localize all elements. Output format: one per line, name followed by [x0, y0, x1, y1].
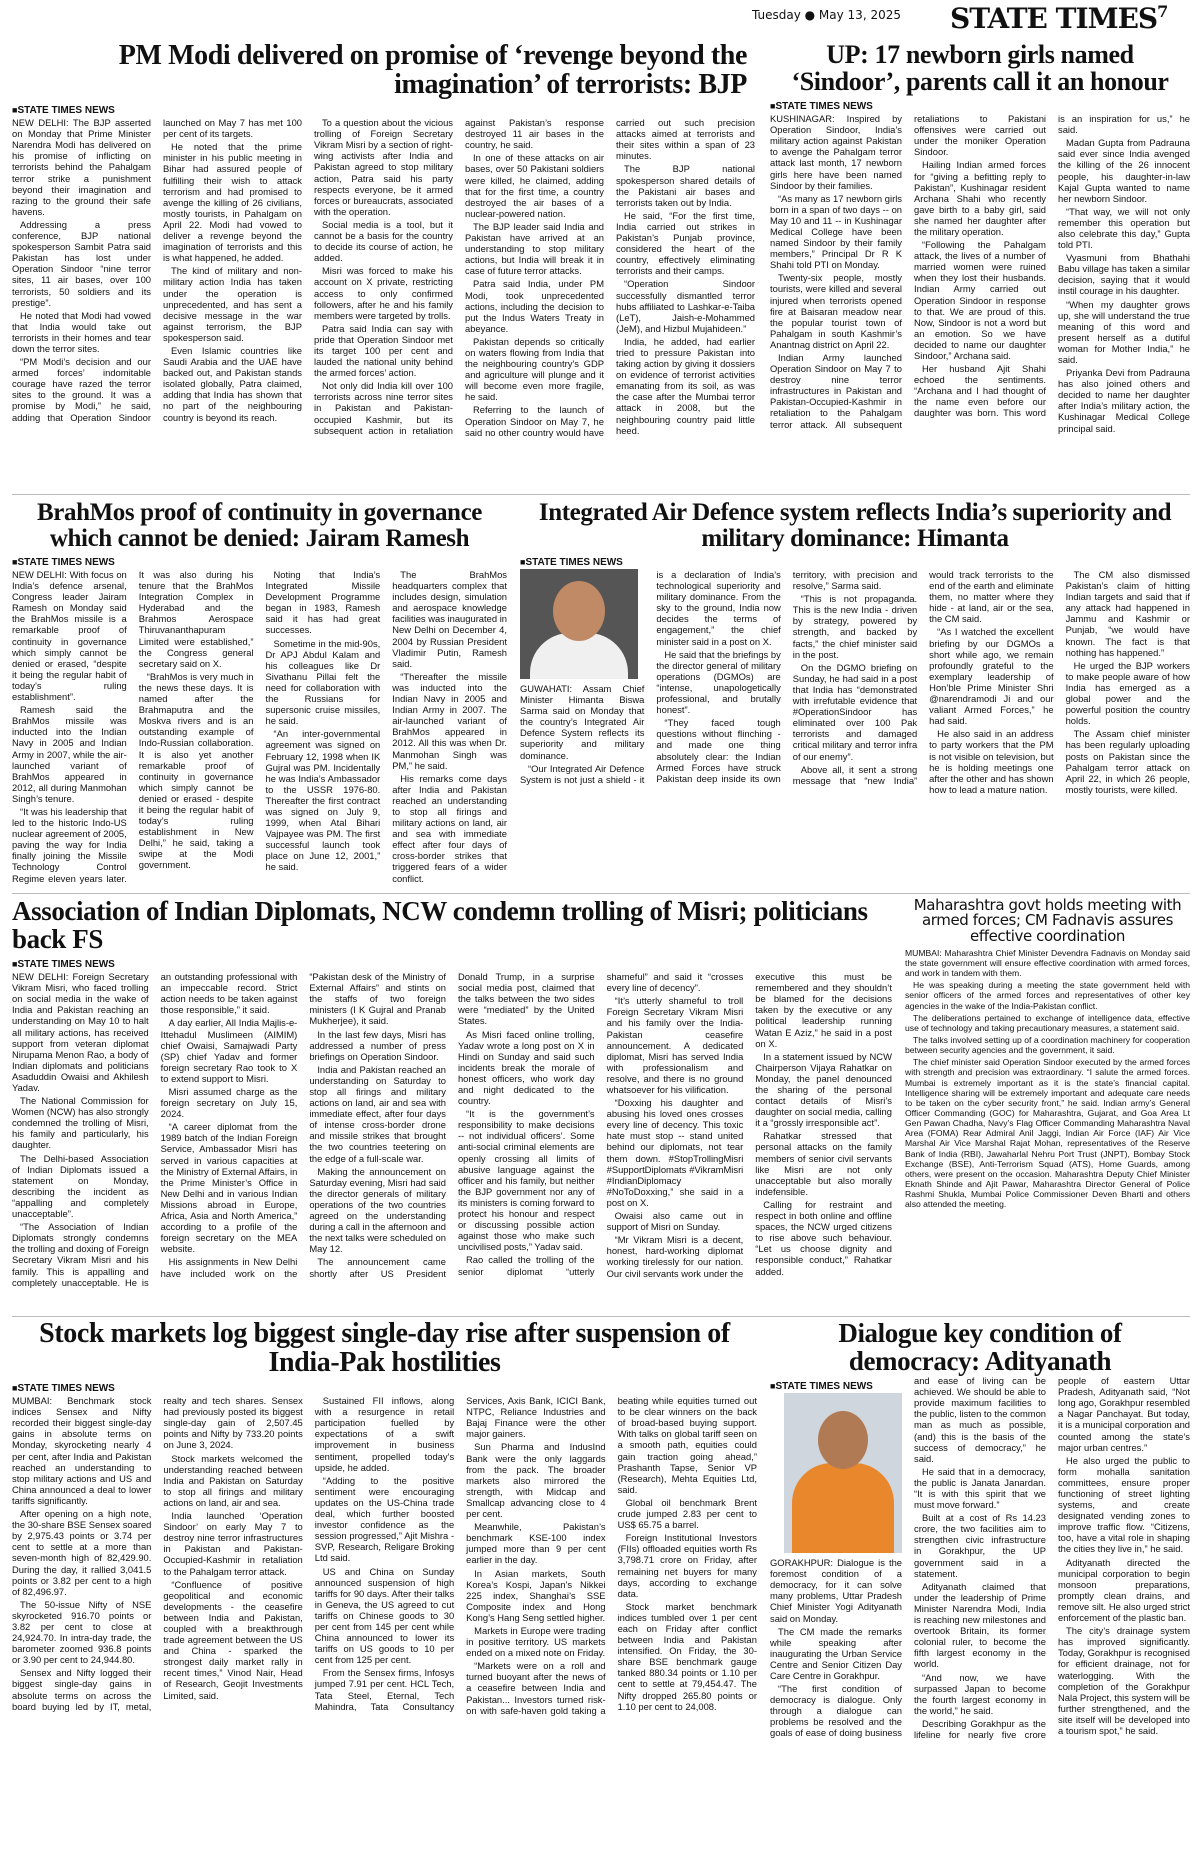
paragraph: NEW DELHI: With focus on India’s defence arsenal, Congress leader Jairam Ramesh on Monday said the BrahMos missile is a remarkable proof of continuity in governance which simply cannot be denied or erased, “despite it being the regular habit of today’s ruling establishment”.: [12, 569, 127, 703]
paragraph: “Our Integrated Air Defence System is not just a shield - it is a declaration of India’s technological superiority and military dominance. From the sky to the ground, India now decides the terms of engagement,” the chief minister said in a post on X.: [520, 569, 781, 785]
paragraph: After opening on a high note, the 30-share BSE Sensex soared by 2,975.43 points or 3.74 per cent to settle at a more than seven-month high of 82,429.90. During the day, it rallied 3,041.5 points or 3.82 per cent to a high of 82,496.97.: [12, 1508, 152, 1597]
paragraph: Stock markets welcomed the understanding reached between India and Pakistan on Saturday to stop all firings and military actions on land, air and sea.: [163, 1452, 303, 1508]
paragraph: “Operation Sindoor successfully dismantled terror hubs affiliated to Lashkar-e-Taiba (LeT), Jaish-e-Mohammed (JeM), and Hizbul Mujahideen.”: [616, 278, 755, 334]
paragraph: “An inter-governmental agreement was signed on February 12, 1998 when IK Gujral was PM. Incidentally he was India’s Ambassador to the USSR 1976-80. Thereafter the first contract was signed on July 9, 1999, when Atal Bihari Vajpayee was PM. The first successful launch took place on June 12, 2001,” he said.: [265, 728, 381, 873]
article-body: [12, 1395, 757, 1850]
article-body: [770, 1375, 1190, 1830]
byline: ■ STATE TIMES NEWS: [770, 101, 1190, 112]
paragraph: Misri assumed charge as the foreign secretary on July 15, 2024.: [160, 1086, 298, 1120]
paragraph: Hailing Indian armed forces for “giving a befitting reply to Pakistan”, Kushinagar resident Archana Shahi who recently gave birth to a baby girl, said she named her daughter after the military operation.: [914, 159, 1046, 237]
article-body: [770, 113, 1190, 473]
paragraph: “Following the Pahalgam attack, the lives of a number of married women were ruined when they lost their husbands. Indian Army carried out Operation Sindoor in response to that. We are proud of this. Now, Sindoor is not a word but an emotion. So we have decided to name our daughter Sindoor,” Archana said.: [914, 239, 1046, 361]
photo-face: [553, 581, 605, 641]
paragraph: He also urged the public to form mohalla sanitation committees, ensure proper functioning of street lighting systems, and create designated vending zones to improve traffic flow. “Citizens, too, have a vital role in shaping the cities they live in,” he said.: [1058, 1454, 1190, 1555]
paragraph: Sometime in the mid-90s, Dr APJ Abdul Kalam and his colleagues like Dr Sivathanu Pillai felt the need for collaboration with the Russians for supersonic cruise missiles, he said.: [265, 637, 381, 727]
photo-figure: [792, 1463, 894, 1553]
paragraph: The BJP leader said India and Pakistan have arrived at an understanding to stop military actions, but India will break it in case of future terror attacks.: [465, 220, 604, 277]
paragraph: “A career diplomat from the 1989 batch of the Indian Foreign Service, Ambassador Misri has served in various capacities at the Ministry of External Affairs, in the Prime Minister’s Office in New Delhi and in various Indian Missions abroad in Europe, Africa, Asia and North America,” according to a profile of the foreign secretary on the MEA website.: [160, 1121, 298, 1255]
paragraph: Adityanath directed the municipal corporation to begin monsoon preparations, promptly clean drains, and remove silt. He also urged strict enforcement of the plastic ban.: [1058, 1556, 1190, 1624]
page-number: 7: [1157, 2, 1168, 21]
paragraph: Above all, it sent a strong message that “new India” would track terrorists to the end of the earth and eliminate them, no matter where they hide - at land, air or the sea, the CM said.: [792, 569, 1054, 786]
headline: Integrated Air Defence system reflects India’s superiority and military dominance: Himanta: [538, 500, 1172, 552]
section-divider: [12, 893, 1190, 894]
paragraph: He was speaking during a meeting the state government held with senior officers of the armed forces and representatives of other key agencies in the wake of the India-Pakistan conflict.: [905, 980, 1190, 1011]
paragraph: Sustained FII inflows, along with a resurgence in retail participation fuelled by expectations of a swift improvement in business sentiment, propelled today’s upside, he added.: [314, 1395, 455, 1473]
paragraph: “As I watched the excellent briefing by our DGMOs a short while ago, we remain profoundly grateful to the exemplary leadership of Hon’ble Prime Minister Shri @narendramodi Ji and our valiant Armed Forces,” he had said.: [929, 626, 1054, 727]
paragraph: Global oil benchmark Brent crude jumped 2.83 per cent to US$ 65.75 a barrel.: [617, 1496, 757, 1531]
paragraph: Owaisi also came out in support of Misri on Sunday.: [606, 1210, 744, 1233]
paragraph: Referring to the launch of Operation Sindoor on May 7, he said no other country would have carried out such precision attacks aimed at terrorists and their sites within a span of 23 minutes.: [465, 117, 755, 438]
story-sindoor: [770, 42, 1190, 487]
paragraph: To a question about the vicious trolling of Foreign Secretary Vikram Misri by a section of right-wing activists after India and Pakistan agreed to stop military action, Patra said his party respects everyone, be it armed forces or bureaucrats, associated with the operation.: [314, 117, 453, 217]
paragraph: He also said in an address to party workers that the PM is not visible on television, but he is holding meetings one after the other and has shown how to lead a mature nation.: [929, 728, 1054, 795]
paragraph: Social media is a tool, but it cannot be a basis for the country to decide its course of action, he added.: [314, 218, 453, 264]
paragraph: The Delhi-based Association of Indian Diplomats issued a statement on Monday, describing the incident as “appalling and completely unacceptable”.: [12, 1152, 149, 1220]
paragraph: “This is not propaganda. This is the new India - driven by strategy, powered by strength, and backed by facts,” the chief minister said in the post.: [792, 593, 918, 660]
paragraph: Patra said India can say with pride that Operation Sindoor met its target 100 per cent and lauded the national unity behind the armed forces’ action.: [314, 322, 453, 379]
paragraph: Describing Gorakhpur as the lifeline for nearly five crore people of eastern Uttar Pradesh, Adityanath said, “Not long ago, Gorakhpur resembled a Nagar Panchayat. But today, it is a municipal corporation and counted among the state’s major urban centres.”: [914, 1375, 1190, 1740]
paragraph: Rao called the trolling of the senior diplomat “utterly shameful” and said it “crosses every line of decency”.: [457, 971, 744, 1277]
paragraph: Calling for restraint and respect in both online and offline spaces, the NCW urged citizens to rise above such behaviour. “Let us choose dignity and responsible conduct,” Rahatkar added.: [755, 1198, 892, 1277]
paragraph: “Mr Vikram Misri is a decent, honest, hard-working diplomat working tirelessly for our nation. Our civil servants work under the executive this must be remembered and they shouldn’t be blamed for the decisions taken by the executive or any political leadership running Watan E Aziz,” he said in a post on X.: [606, 971, 892, 1279]
paragraph: Twenty-six people, mostly tourists, were killed and several injured when terrorists opened fire at Baisaran meadow near the popular tourist town of Pahalgam in south Kashmir’s Anantnag district on April 22.: [770, 272, 902, 350]
paragraph: The Assam chief minister has been regularly uploading posts on Pakistan since the Pahalgam terror attack on April 22, in which 26 people, mostly tourists, were killed.: [1065, 728, 1190, 795]
story-misri: [12, 898, 892, 1310]
masthead: [0, 0, 1200, 42]
paragraph: “It’s utterly shameful to troll Foreign Secretary Vikram Misri and his family over the India-Pakistan ceasefire announcement. A dedicated diplomat, Misri has served India with professionalism and resolve, and there is no ground whatsoever for his vilification.: [606, 995, 744, 1095]
paragraph: Stock market benchmark indices tumbled over 1 per cent each on Friday after conflict between India and Pakistan intensified. On Friday, the 30-share BSE benchmark gauge tanked 880.34 points or 1.10 per cent to settle at 79,454.47. The Nifty dropped 265.80 points or 1.10 per cent to 24,008.: [617, 1600, 757, 1712]
headline: PM Modi delivered on promise of ‘revenge beyond the imagination’ of terrorists: BJP: [118, 42, 747, 100]
paragraph: Adityanath claimed that under the leadership of Prime Minister Narendra Modi, India is reaching new milestones and overtook Britain, its former colonial ruler, to become the fifth largest economy in the world.: [914, 1580, 1046, 1670]
paragraph: He said that in a democracy, the public is Janata Janardan. “It is with this spirit that we must move forward.”: [914, 1465, 1046, 1511]
paragraph: Sun Pharma and IndusInd Bank were the only laggards from the pack. The broader markets also mirrored the strength, with Midcap and Smallcap advancing close to 4 per cent.: [466, 1441, 606, 1520]
headline: BrahMos proof of continuity in governance which cannot be denied: Jairam Ramesh: [37, 500, 482, 552]
paragraph: The city’s drainage system has improved significantly. Today, Gorakhpur is recognised for efficient drainage, not for waterlogging. With the completion of the Gorakhpur Nala Project, this system will be further strengthened, and the site itself will be developed into a tourism spot,” he said.: [1058, 1625, 1190, 1736]
yogi-adityanath-photo: [784, 1393, 902, 1553]
paragraph: “Markets were on a roll and turned buoyant after the news of a ceasefire between India and Pakistan... Investors turned risk-on with safe-haven gold taking a beating while equities turned out to be clear winners on the back of broad-based buying support. With talks on global tariff seen on a smooth path, equities could gain traction going ahead,” Prashanth Tapse, Senior VP (Research), Mehta Equities Ltd, said.: [466, 1395, 757, 1716]
paragraph: Misri was forced to make his account on X private, restricting access to only confirmed followers, after he and his family members were targeted by trolls.: [314, 265, 453, 321]
byline: ■ STATE TIMES NEWS: [12, 1383, 757, 1394]
paragraph: NEW DELHI: Foreign Secretary Vikram Misri, who faced trolling on social media in the wake of India and Pakistan reaching an understanding on May 10 to halt all military actions, has received support from veteran diplomat Nirupama Menon Rao, a body of Indian diplomats and politicians Asaduddin Owaisi and Akhilesh Yadav.: [12, 971, 149, 1093]
paragraph: MUMBAI: Benchmark stock indices Sensex and Nifty recorded their biggest single-day gains in absolute terms on Monday, skyrocketing nearly 4 per cent, after India and Pakistan reached an understanding to stop military actions and US and China announced a deal to lower tariffs significantly.: [12, 1395, 152, 1506]
story-brahmos: [12, 500, 507, 885]
article-body: [520, 569, 1190, 884]
paragraph: In one of these attacks on air bases, over 50 Pakistani soldiers were killed, he claimed, adding that for the first time, a country destroyed the air bases of a nuclear-powered nation.: [465, 152, 604, 219]
section-divider: [12, 494, 1190, 495]
photo-face: [818, 1411, 868, 1469]
paragraph: Foreign Institutional Investors (FIIs) offloaded equities worth Rs 3,798.71 crore on Friday, after remaining net buyers for many days, according to exchange data.: [617, 1532, 757, 1599]
paragraph: “The Association of Indian Diplomats strongly condemns the trolling and doxing of Foreign Secretary Vikram Misri and his family. This is appalling and completely unacceptable. He is an outstanding professional with an impeccable record. Strict action needs to be taken against those responsible,” it said.: [12, 971, 298, 1288]
paragraph: He noted that the prime minister in his public meeting in Bihar had assured people of fulfilling their wish to attack terrorism and had promised to avenge the killing of 26 civilians, mostly tourists, in Pahalgam on April 22. Modi had vowed to deliver a revenge beyond the imagination of terrorists and this is what happened, he added.: [163, 141, 302, 264]
paragraph: Making the announcement on Saturday evening, Misri had said the director generals of military operations of the two countries agreed on the understanding during a call in the afternoon and the next talks were scheduled on May 12.: [309, 1165, 446, 1255]
paragraph: Not only did India kill over 100 terrorists across nine terror sites in Pakistan and Pakistan-occupied Kashmir, but its subsequent action in retaliation against Pakistan’s response destroyed 11 air bases in the country, he said.: [314, 117, 604, 436]
paragraph: India, he added, had earlier tried to pressure Pakistan into taking action by giving it dossiers on evidence of terrorist activities emanating from its soil, as was the case after the Mumbai terror attack in 2008, but the neighbouring country paid little heed.: [616, 335, 755, 436]
story-yogi: [770, 1320, 1190, 1860]
story-fadnavis: [905, 898, 1190, 1310]
paragraph: The deliberations pertained to exchange of intelligence data, effective use of technology and taking precautionary measures, a statement said.: [905, 1012, 1190, 1033]
paragraph: India and Pakistan reached an understanding on Saturday to stop all firings and military actions on land, air and sea with immediate effect, after four days of intense cross-border drone and missile strikes that brought the two countries teetering on the edge of a full-scale war.: [309, 1063, 446, 1164]
paragraph: “It is the government’s responsibility to make decisions -- not individual officers’. Some anti-social criminal elements are openly crossing all limits of abusive language against the officer and his family, but neither the BJP government nor any of its ministers is coming forward to protect his honour and respect or discussing possible action against those who make such uncivilised posts,” Yadav said.: [457, 1108, 595, 1253]
paragraph: Built at a cost of Rs 14.23 crore, the two facilities aim to strengthen civic infrastructure in Gorakhpur, the UP government said in a statement.: [914, 1512, 1046, 1579]
paragraph: The announcement came shortly after US President Donald Trump, in a surprise social media post, claimed that the talks between the two sides were “mediated” by the United States.: [309, 971, 595, 1279]
byline: ■ STATE TIMES NEWS: [12, 105, 755, 116]
story-modi: [12, 42, 755, 487]
paragraph: He urged the BJP workers to make people aware of how India has emerged as a global power and the powerful position the country holds.: [1065, 659, 1190, 727]
paragraph: “It was his leadership that led to the historic Indo-US nuclear agreement of 2005, paving the way for India finally joining the Missile Technology Control Regime eleven years later. It was also during his tenure that the BrahMos Integration Complex in Hyderabad and the Brahmos Aerospace Thiruvananthapuram Limited were established,” the Congress general secretary said on X.: [12, 569, 254, 884]
paragraph: “The first condition of democracy is dialogue. Only through a dialogue can problems be resolved and the goals of ease of doing business and ease of living can be achieved. We should be able to provide maximum facilities to the public, listen to the common man as much as possible, (and) this is the basis of the success of democracy,” he said.: [770, 1375, 1046, 1739]
himanta-sarma-photo: [520, 569, 638, 679]
paragraph: Pakistan depends so critically on waters flowing from India that the neighbouring country’s GDP and agriculture will plunge and it will become even more fragile, he said.: [465, 335, 604, 403]
issue-date: Tuesday ● May 13, 2025: [752, 8, 901, 22]
story-himanta: [520, 500, 1190, 885]
paragraph: Ramesh said the BrahMos missile was inducted into the Indian Navy in 2005 and Indian Army in 2007, while the air-launched variant of BrahMos appeared in 2012, all during Manmohan Singh’s tenure.: [12, 704, 127, 804]
paragraph: “When my daughter grows up, she will understand the true meaning of this word and present herself as a dutiful woman for Mother India,” he said.: [1058, 298, 1190, 365]
paragraph: Patra said India, under PM Modi, took unprecedented actions, including the decision to put the Indus Waters Treaty in abeyance.: [465, 278, 604, 334]
section-divider: [12, 1316, 1190, 1317]
article-body: [12, 971, 892, 1310]
paragraph: Vyasmuni from Bhathahi Babu village has taken a similar decision, saying that it would instil courage in his daughter.: [1058, 252, 1190, 297]
headline: Dialogue key condition of democracy: Adityanath: [838, 1320, 1122, 1376]
paragraph: The chief minister said Operation Sindoor executed by the armed forces with strength and precision was extraordinary. “I salute the armed forces. Mumbai is extremely important as it is the state’s financial capital. Intelligence sharing will be extremely important and adequate care needs to be taken on the cyber security front,” he said. Indian army’s General Officer Commanding (GOC) for Maharashtra, Gujarat, and Goa Area Lt Gen Pawan Chadha, Navy’s Flag Officer Commanding Maharashtra Naval Area (FOMA) Rear Admiral Anil Jaggi, Indian Air Force (IAF) Air Vice Marshal Air Vice Marshal Rajat Mohan, representatives of the Reserve Bank of India (RBI), Jawaharlal Nehru Port Trust (JNPT), Bombay Stock Exchange (BSE), Anti-Terrorism Squad (ATS), Home Guards, among others, were present on the occasion. Maharashtra Deputy Chief Minister Eknath Shinde and Ajit Pawar, Maharashtra Director General of Police Rashmi Shukla, Mumbai Police Commissioner Deven Bharti and others also attended the meeting.: [905, 1057, 1190, 1210]
byline: ■ STATE TIMES NEWS: [770, 1381, 902, 1392]
paragraph: US and China on Sunday announced suspension of high tariffs for 90 days. After their talks in Geneva, the US agreed to cut tariffs on Chinese goods to 30 per cent from 145 per cent while China announced to lower its tariffs on US goods to 10 per cent from 125 per cent.: [314, 1565, 455, 1666]
paragraph: In Asian markets, South Korea’s Kospi, Japan’s Nikkei 225 index, Shanghai’s SSE Composite index and Hong Kong’s Hang Seng settled higher.: [466, 1567, 606, 1623]
paragraph: Her husband Ajit Shahi echoed the sentiments. “Archana and I had thought of the name even before our daughter was born. This word is an inspiration for us,” he said.: [914, 113, 1190, 419]
byline: ■ STATE TIMES NEWS: [12, 959, 892, 970]
paragraph: On the DGMO briefing on Sunday, he had said in a post that India has “demonstrated with irrefutable evidence that #OperationSindoor has eliminated over 100 Pak terrorists and damaged critical military and terror infra of our enemy”.: [792, 661, 918, 762]
paragraph: “Adding to the positive sentiment were encouraging updates on the US-China trade deal, which further boosted investor confidence as the session progressed,” Ajit Mishra - SVP, Research, Religare Broking Ltd said.: [314, 1474, 455, 1564]
paragraph: From the Sensex firms, Infosys jumped 7.91 per cent. HCL Tech, Tata Steel, Eternal, Tech Mahindra, Tata Consultancy Services, Axis Bank, ICICI Bank, NTPC, Reliance Industries and Bajaj Finance were the other major gainers.: [314, 1395, 606, 1712]
story-markets: [12, 1320, 757, 1860]
paragraph: “PM Modi’s decision and our armed forces’ indomitable courage have razed the terror sites to the ground. It was a promise by Modi,” he said, adding that Operation Sindoor launched on May 7 has met 100 per cent of its targets.: [12, 117, 302, 423]
paragraph: Indian Army launched Operation Sindoor on May 7 to destroy nine terror infrastructures in Pakistan and Pakistan-Occupied-Kashmir in retaliation to the Pahalgam terror attack. All subsequent retaliations to Pakistani offensives were carried out under the moniker Operation Sindoor.: [770, 113, 1046, 430]
paragraph: The talks involved setting up of a coordination machinery for cooperation between security agencies and the government, it said.: [905, 1035, 1190, 1056]
paragraph: GUWAHATI: Assam Chief Minister Himanta Biswa Sarma said on Monday that the country’s Integrated Air Defence System reflects its superiority and military dominance.: [520, 683, 645, 761]
paragraph: The 50-issue Nifty of NSE skyrocketed 916.70 points or 3.82 per cent to close at 24,924.70. In intra-day trade, the barometer zoomed 936.8 points or 3.90 per cent to 24,944.80.: [12, 1598, 152, 1666]
byline: ■ STATE TIMES NEWS: [12, 557, 507, 568]
paragraph: As Misri faced online trolling, Yadav wrote a long post on X in Hindi on Sunday and said such incidents break the morale of honest officers, who work day and night dedicated to the country.: [457, 1028, 595, 1107]
paragraph: The BrahMos headquarters complex that includes design, simulation and aerospace knowledge facilities was inaugurated in New Delhi on December 4, 2004 by Russian President Vladimir Putin, Ramesh said.: [392, 569, 507, 669]
paragraph: In the last few days, Misri has addressed a number of press briefings on Operation Sindoor.: [309, 1028, 446, 1062]
paragraph: A day earlier, All India Majlis-e-Ittehadul Muslimeen (AIMIM) chief Owaisi, Samajwadi Party (SP) chief Yadav and former foreign secretary Rao took to X to extend support to Misri.: [160, 1017, 298, 1084]
paragraph: Meanwhile, Pakistan’s benchmark KSE-100 index jumped more than 9 per cent earlier in the day.: [466, 1521, 606, 1566]
paragraph: GORAKHPUR: Dialogue is the foremost condition of a democracy, for it can solve many problems, Uttar Pradesh Chief Minister Yogi Adityanath said on Monday.: [770, 1557, 902, 1624]
paragraph: The National Commission for Women (NCW) has also strongly condemned the trolling of Misri, his family and particularly, his daughter.: [12, 1095, 149, 1151]
paragraph: Priyanka Devi from Padrauna has also joined others and decided to name her daughter after India’s military action, the Kushinagar Medical College principal said.: [1058, 367, 1190, 434]
article-body: [12, 569, 507, 884]
paragraph: The CM made the remarks while speaking after inaugurating the Urban Service Centre and Senior Citizen Day Care Centre in Gorakhpur.: [770, 1625, 902, 1681]
paragraph: The CM also dismissed Pakistan’s claim of hitting Indian targets and said that if any attack had happened in Jammu and Kashmir or Punjab, “we would have known. The fact is that nothing has happened.”: [1065, 569, 1190, 658]
paragraph: He noted that Modi had vowed that India would take out terrorists in their homes and tear down the terror sites.: [12, 309, 151, 354]
paragraph: Even Islamic countries like Saudi Arabia and the UAE have backed out, and Pakistan stands isolated globally, Patra claimed, adding that India has shown that no part of the neighbouring country is beyond its reach.: [163, 344, 302, 423]
paragraph: India launched ‘Operation Sindoor’ on early May 7 to destroy nine terror infrastructures in Pakistan and Pakistan-Occupied-Kashmir in retaliation to the Pahalgam terror attack.: [163, 1510, 303, 1577]
paragraph: “And now, we have surpassed Japan to become the fourth largest economy in the world,” he said.: [914, 1671, 1046, 1716]
paragraph: “Doxxing his daughter and abusing his loved ones crosses every line of decency. This toxic hate must stop -- stand united behind our diplomats, not tear them down. #StopTrollingMisri #SupportDiplomats #VikramMisri #IndianDiplomacy #NoToDoxxing,” she said in a post on X.: [606, 1097, 744, 1208]
paragraph: He said, “For the first time, India carried out strikes in Pakistan’s Punjab province, considered the heart of the country, effectively eliminating terrorists and their camps.: [616, 209, 755, 277]
headline: Association of Indian Diplomats, NCW condemn trolling of Misri; politicians back FS: [12, 898, 868, 954]
paragraph: In a statement issued by NCW Chairperson Vijaya Rahatkar on Monday, the panel denounced the sharing of the personal contact details of Misri’s daughter on social media, calling it a “grossly irresponsible act”.: [755, 1050, 892, 1129]
paragraph: Rahatkar stressed that personal attacks on the family members of senior civil servants like Misri are not only unacceptable but also morally indefensible.: [755, 1130, 892, 1197]
paragraph: NEW DELHI: The BJP asserted on Monday that Prime Minister Narendra Modi has delivered on his promise of inflicting on terrorists behind the Pahalgam terror strike a punishment beyond their imagination and razing to the ground their safe havens.: [12, 117, 151, 217]
paragraph: His remarks come days after India and Pakistan reached an understanding to stop all firings and military actions on land, air and sea with immediate effect after four days of cross-border strikes that triggered fears of a wider conflict.: [392, 772, 507, 884]
paragraph: The kind of military and non-military action India has taken under the operation is unprecedented, and has sent a decisive message in the war against terrorism, the BJP spokesperson said.: [163, 265, 302, 343]
paragraph: He said that the briefings by the director general of military operations (DGMOs) are “intense, unapologetically professional, and brutally honest”.: [656, 648, 781, 716]
paragraph: His assignments in New Delhi have included work on the “Pakistan desk of the Ministry of External Affairs” and stints on the staffs of two foreign ministers (I K Gujral and Pranab Mukherjee), it said.: [160, 971, 446, 1279]
newspaper-name: STATE TIMES: [950, 2, 1158, 35]
article-body: [12, 117, 755, 477]
paragraph: “They faced tough questions without flinching - and made one thing absolutely clear: the Indian Armed Forces have struck Pakistan deep inside its own territory, with precision and resolve,” Sarma said.: [656, 569, 918, 784]
paragraph: “Thereafter the missile was inducted into the Indian Navy in 2005 and Indian Army in 2007. The air-launched variant of BrahMos appeared in 2012. All this was when Dr. Manmohan Singh was PM,” he said.: [392, 670, 507, 771]
article-body: [905, 948, 1190, 1288]
paragraph: Noting that India’s Integrated Missile Development Programme began in 1983, Ramesh said it has had great successes.: [265, 569, 381, 636]
headline: Stock markets log biggest single-day rise after suspension of India-Pak hostilities: [39, 1320, 730, 1378]
byline: ■ STATE TIMES NEWS: [520, 557, 1190, 568]
paragraph: The BJP national spokesperson shared details of the Pakistani air bases and terrorists taken out by India.: [616, 163, 755, 208]
paragraph: Madan Gupta from Padrauna said ever since India avenged the killing of the 26 innocent people, his daughter-in-law Kajal Gupta wanted to name her newborn Sindoor.: [1058, 137, 1190, 204]
paragraph: KUSHINAGAR: Inspired by Operation Sindoor, India’s military action against Pakistan to avenge the Pahalgam terror attack last month, 17 newborn girls here have been named Sindoor by their families.: [770, 113, 902, 191]
headline: UP: 17 newborn girls named ‘Sindoor’, parents call it an honour: [791, 42, 1169, 96]
paragraph: Markets in Europe were trading in positive territory. US markets ended on a mixed note on Friday.: [466, 1624, 606, 1659]
paragraph: “That way, we will not only remember this operation but also celebrate this day,” Gupta told PTI.: [1058, 205, 1190, 251]
paragraph: MUMBAI: Maharashtra Chief Minister Devendra Fadnavis on Monday said the state government will ensure effective coordination with armed forces, and work in tandem with them.: [905, 947, 1190, 979]
paragraph: Sensex and Nifty logged their biggest single-day gains in absolute terms on across the board buying led by IT, metal, realty and tech shares. Sensex had previously posted its biggest single-day gain of 2,507.45 points and Nifty by 733.20 points on June 3, 2024.: [12, 1395, 303, 1712]
paragraph: “BrahMos is very much in the news these days. It is named after the Brahmaputra and the Moskva rivers and is an outstanding example of Indo-Russian collaboration. It is also yet another remarkable proof of continuity in governance which simply cannot be denied or erased - despite it being the regular habit of today’s ruling establishment in New Delhi,” he said, taking a swipe at the Modi government.: [138, 670, 254, 871]
newspaper-logo: [950, 2, 1167, 35]
headline: Maharashtra govt holds meeting with armed forces; CM Fadnavis assures effective coordination: [913, 898, 1182, 945]
paragraph: Addressing a press conference, BJP national spokesperson Sambit Patra said Pakistan has lost under Operation Sindoor “nine terror sites, 11 air bases, over 100 terrorists, 50 soldiers and its prestige”.: [12, 218, 151, 308]
paragraph: “As many as 17 newborn girls born in a span of two days -- on May 10 and 11 -- in Kushinagar Medical College have been named Sindoor by their family members,” Principal Dr R K Shahi told PTI on Monday.: [770, 192, 902, 271]
paragraph: “Confluence of positive geopolitical and economic developments - the ceasefire between India and Pakistan, coupled with a breakthrough trade agreement between the US and China - sparked the strongest daily market rally in recent times,” Vinod Nair, Head of Research, Geojit Investments Limited, said.: [163, 1578, 303, 1701]
